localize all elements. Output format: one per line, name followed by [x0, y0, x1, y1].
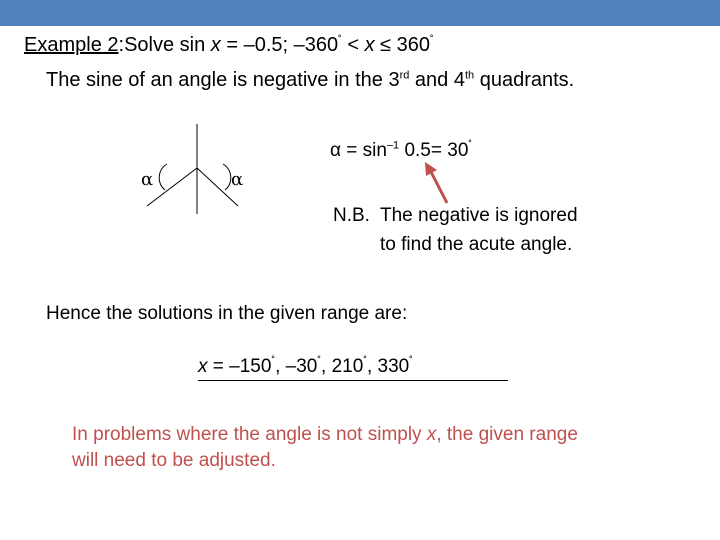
left-ray: [147, 168, 197, 206]
separator: ,: [366, 356, 378, 377]
note-line-1: [72, 422, 578, 448]
separator: ,: [275, 356, 286, 377]
degree-mark: ˚: [317, 355, 322, 368]
alpha-eq-a: α = sin: [330, 140, 387, 161]
separator: ,: [321, 356, 332, 377]
solution-value: 330: [377, 356, 410, 377]
solutions-line: [198, 356, 508, 381]
nb-line-2: to find the acute angle.: [380, 234, 573, 255]
solution-value: –30: [285, 356, 318, 377]
solve-text: Solve sin: [124, 34, 211, 56]
alpha-left-label: α: [141, 169, 154, 190]
quadrant-text-b: and 4: [409, 69, 465, 91]
degree-mark: ˚: [338, 34, 342, 47]
solution-value: –150: [229, 356, 272, 377]
equals-sign: =: [207, 356, 230, 377]
le-part: ≤ 360: [374, 34, 431, 56]
degree-mark: ˚: [430, 34, 434, 47]
quadrant-text-a: The sine of an angle is negative in the 3: [46, 69, 400, 91]
note-text-b: , the given range: [436, 424, 578, 445]
example-heading: [24, 34, 434, 57]
degree-mark: ˚: [363, 355, 367, 368]
nb-label: N.B.: [333, 205, 370, 226]
inverse-exponent: –1: [386, 139, 400, 152]
right-angle-arc: [223, 164, 231, 190]
eq-part: = –0.5; –360: [220, 34, 339, 56]
alpha-eq-b: 0.5= 30: [399, 140, 469, 161]
example-label: Example 2: [24, 34, 119, 56]
pointer-arrow: [420, 160, 460, 210]
nb-line-1: The negative is ignored: [380, 205, 578, 226]
alpha-equation: [330, 140, 472, 162]
degree-mark: ˚: [468, 139, 473, 152]
degree-mark: ˚: [271, 355, 276, 368]
quadrant-text-c: quadrants.: [474, 69, 575, 91]
var-x: x: [364, 34, 375, 56]
adjust-range-note: [72, 422, 578, 474]
solution-value: 210: [331, 356, 364, 377]
alpha-right-label: α: [231, 169, 244, 190]
quadrant-diagram: [140, 118, 260, 218]
var-x: x: [198, 356, 208, 377]
ordinal-rd: rd: [399, 69, 410, 82]
degree-mark: ˚: [409, 355, 413, 368]
colon: :: [118, 34, 125, 56]
left-angle-arc: [159, 164, 167, 190]
hence-statement: Hence the solutions in the given range are:: [46, 303, 408, 324]
title-bar: [0, 0, 720, 26]
var-x: x: [426, 424, 437, 445]
quadrant-statement: [46, 69, 574, 92]
var-x: x: [210, 34, 221, 56]
note-line-2: will need to be adjusted.: [72, 450, 276, 471]
note-text-a: In problems where the angle is not simply: [72, 424, 427, 445]
lt-sign: <: [341, 34, 365, 56]
ordinal-th: th: [464, 69, 475, 82]
